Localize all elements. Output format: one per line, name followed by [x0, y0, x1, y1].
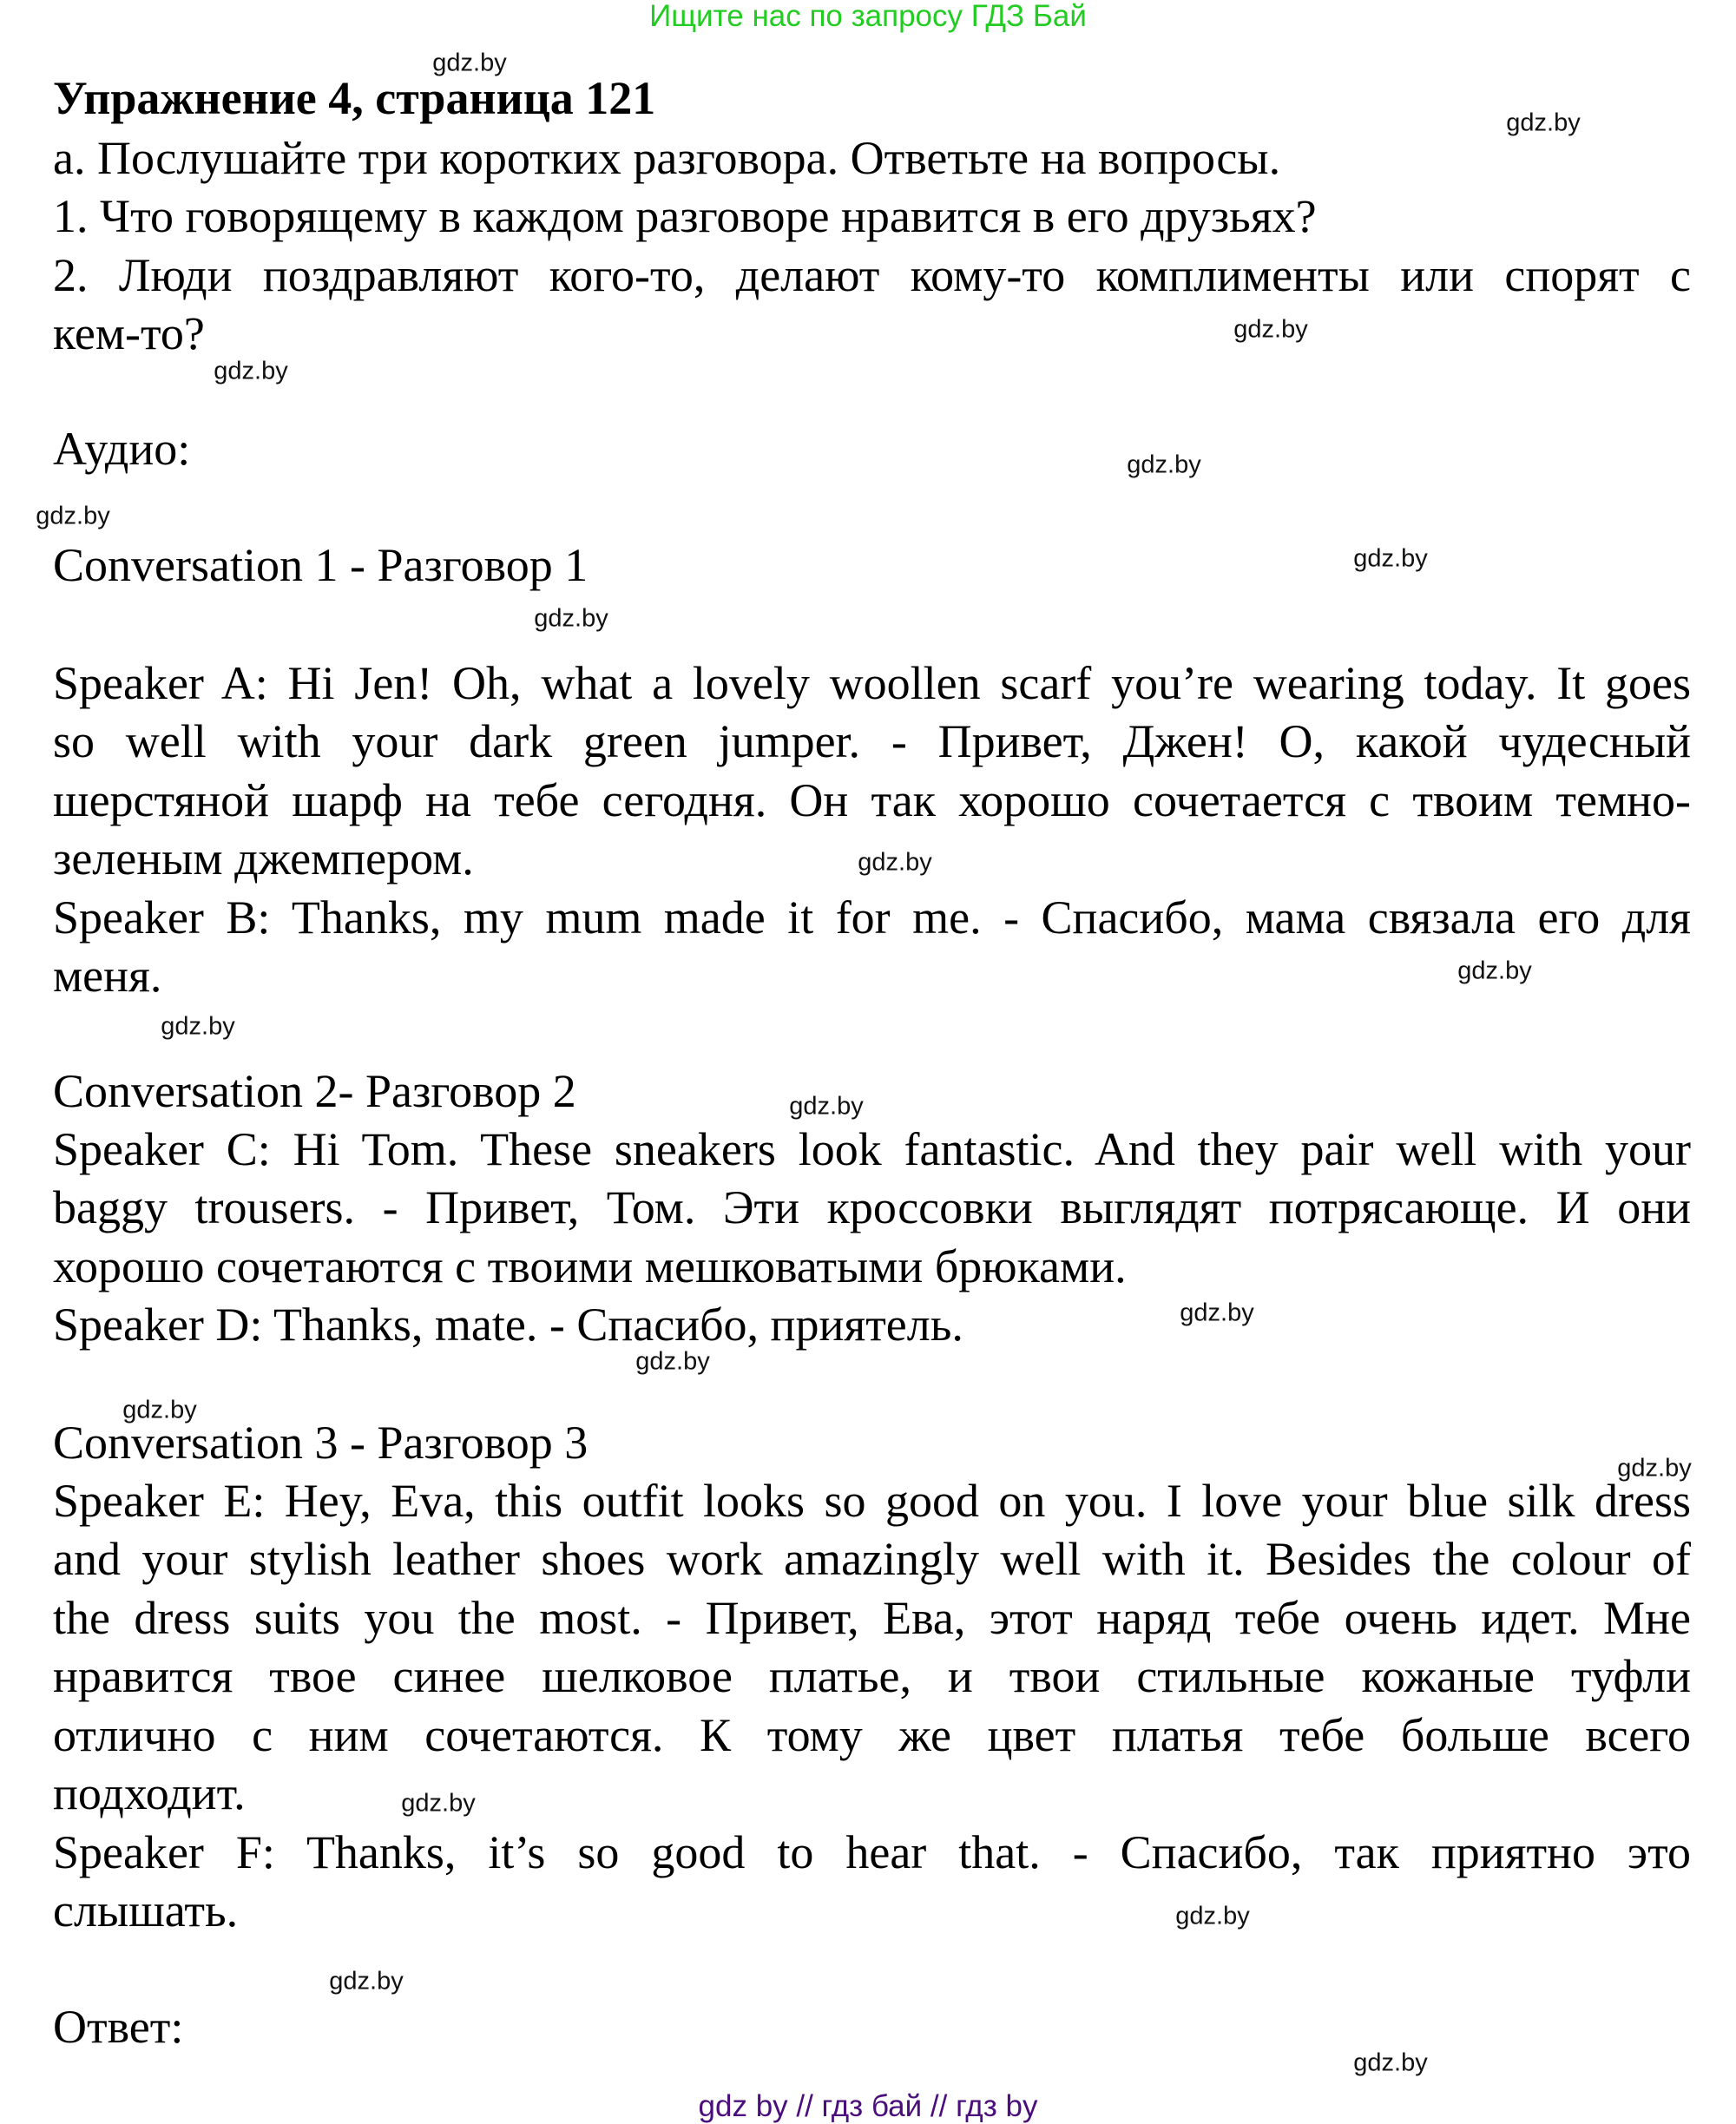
- search-hint-link[interactable]: Ищите нас по запросу ГДЗ Бай: [649, 0, 1087, 33]
- page-title: [53, 69, 1691, 128]
- line: Speaker C: Hi Tom. These sneakers look fantastic. And they pair well with your: [53, 1123, 1691, 1175]
- watermark: gdz.by: [635, 1347, 710, 1376]
- line: хорошо сочетаются с твоими мешковатыми брюками.: [53, 1240, 1127, 1292]
- speaker-c: [53, 1121, 1691, 1296]
- line: отлично с ним сочетаются. К тому же цвет платья тебе больше всего: [53, 1708, 1691, 1761]
- watermark: gdz.by: [858, 848, 932, 877]
- line: Speaker E: Hey, Eva, this outfit looks so good on you. I love your blue silk dress: [53, 1475, 1691, 1527]
- question-2: [53, 247, 1691, 364]
- line: Speaker D: Thanks, mate. - Спасибо, приятель.: [53, 1299, 963, 1351]
- task-a: [53, 129, 1691, 187]
- watermark: gdz.by: [401, 1789, 476, 1818]
- line: зеленым джемпером.: [53, 832, 474, 885]
- audio-label: [53, 420, 1691, 478]
- watermark: gdz.by: [1180, 1299, 1254, 1327]
- line: the dress suits you the most. - Привет, Ева, этот наряд тебе очень идет. Мне: [53, 1591, 1691, 1644]
- line: Speaker A: Hi Jen! Oh, what a lovely woollen scarf you’re wearing today. It goes: [53, 657, 1691, 709]
- watermark: gdz.by: [1617, 1454, 1692, 1483]
- conversation-3-heading: [53, 1414, 1691, 1472]
- line: baggy trousers. - Привет, Том. Эти кроссовки выглядят потрясающе. И они: [53, 1181, 1691, 1234]
- speaker-e: [53, 1472, 1691, 1823]
- watermark: gdz.by: [534, 604, 608, 633]
- line: and your stylish leather shoes work amazingly well with it. Besides the colour of: [53, 1533, 1691, 1586]
- conversation-1-heading: [53, 536, 1691, 595]
- watermark: gdz.by: [122, 1396, 197, 1424]
- footer-links[interactable]: gdz by // гдз бай // гдз by: [698, 2089, 1038, 2123]
- speaker-b: [53, 889, 1691, 1006]
- line: нравится твое синее шелковое платье, и твои стильные кожаные туфли: [53, 1650, 1691, 1703]
- watermark: gdz.by: [1127, 450, 1201, 479]
- line: so well with your dark green jumper. - Привет, Джен! О, какой чудесный: [53, 715, 1691, 768]
- line: Speaker F: Thanks, it’s so good to hear that. - Спасибо, так приятно это: [53, 1826, 1691, 1878]
- line: слышать.: [53, 1884, 239, 1937]
- heading-text: Conversation 2- Разговор 2: [53, 1065, 576, 1117]
- watermark: gdz.by: [1233, 315, 1308, 344]
- speaker-d: [53, 1296, 1691, 1354]
- watermark: gdz.by: [1353, 544, 1428, 573]
- watermark: gdz.by: [1457, 957, 1532, 985]
- watermark: gdz.by: [214, 357, 288, 385]
- heading-text: Conversation 3 - Разговор 3: [53, 1417, 589, 1469]
- line: 2. Люди поздравляют кого-то, делают кому-то комплименты или спорят с: [53, 249, 1691, 301]
- line: шерстяной шарф на тебе сегодня. Он так хорошо сочетается с твоим темно-: [53, 773, 1691, 826]
- line: подходит.: [53, 1767, 246, 1820]
- watermark: gdz.by: [1353, 2048, 1428, 2077]
- heading-text: Conversation 1 - Разговор 1: [53, 539, 589, 591]
- watermark: gdz.by: [1506, 109, 1581, 137]
- watermark: gdz.by: [432, 49, 507, 77]
- watermark: gdz.by: [1175, 1902, 1250, 1930]
- line: меня.: [53, 950, 162, 1003]
- task-a-text: а. Послушайте три коротких разговора. Ответьте на вопросы.: [53, 132, 1281, 184]
- line: кем-то?: [53, 307, 205, 360]
- answer-label: [53, 1998, 1691, 2056]
- audio-label-text: Аудио:: [53, 423, 191, 475]
- watermark: gdz.by: [789, 1092, 864, 1121]
- watermark: gdz.by: [329, 1967, 404, 1996]
- question-1-text: 1. Что говорящему в каждом разговоре нравится в его друзьях?: [53, 190, 1317, 242]
- watermark: gdz.by: [161, 1012, 235, 1041]
- answer-label-text: Ответ:: [53, 2001, 184, 2053]
- conversation-2-heading: [53, 1062, 1691, 1121]
- question-1: [53, 187, 1691, 246]
- watermark: gdz.by: [36, 502, 110, 530]
- speaker-f: [53, 1824, 1691, 1941]
- line: Speaker B: Thanks, my mum made it for me. - Спасибо, мама связала его для: [53, 891, 1691, 944]
- title-text: Упражнение 4, страница 121: [53, 72, 656, 124]
